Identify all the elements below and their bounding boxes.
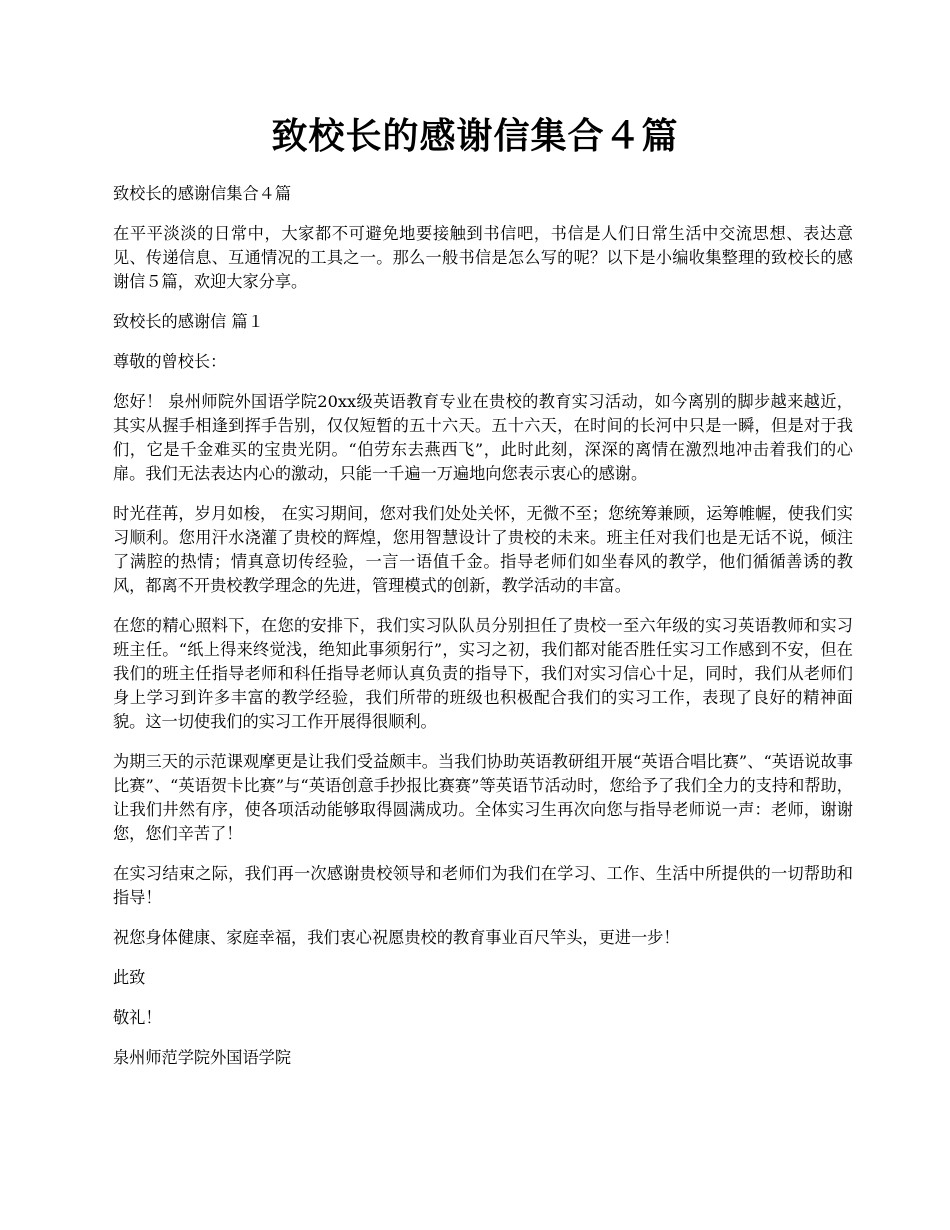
intro-paragraph: 在平平淡淡的日常中，大家都不可避免地要接触到书信吧，书信是人们日常生活中交流思想、表达意见、传递信息、互通情况的工具之一。那么一般书信是怎么写的呢？以下是小编收集整理的致校长的感谢信５篇，欢迎大家分享。: [113, 224, 853, 291]
subtitle-paragraph: 致校长的感谢信集合４篇: [113, 184, 292, 203]
signature: 泉州师范学院外国语学院: [113, 1048, 292, 1067]
body-paragraph: 您好！ 泉州师院外国语学院20xx级英语教育专业在贵校的教育实习活动，如今离别的脚步越来越近，其实从握手相逢到挥手告别，仅仅短暂的五十六天。五十六天，在时间的长河中只是一瞬，但是对于我们，它是千金难买的宝贵光阴。“伯劳东去燕西飞”，此时此刻，深深的离情在激烈地冲击着我们的心扉。我们无法表达内心的激动，只能一千遍一万遍地向您表示衷心的感谢。: [113, 392, 853, 483]
section-heading: 致校长的感谢信 篇１: [113, 312, 264, 331]
body-paragraph: 在实习结束之际，我们再一次感谢贵校领导和老师们为我们在学习、工作、生活中所提供的一切帮助和指导！: [113, 864, 853, 907]
body-paragraph: 时光荏苒，岁月如梭， 在实习期间，您对我们处处关怀，无微不至；您统筹兼顾，运筹帷幄，使我们实习顺利。您用汗水浇灌了贵校的辉煌，您用智慧设计了贵校的未来。班主任对我们也是无话不说，倾注了满腔的热情；情真意切传经验，一言一语值千金。指导老师们如坐春风的教学，他们循循善诱的教风，都离不开贵校教学理念的先进，管理模式的创新，教学活动的丰富。: [113, 504, 853, 595]
wishes-paragraph: 祝您身体健康、家庭幸福，我们衷心祝愿贵校的教育事业百尺竿头，更进一步！: [113, 928, 680, 947]
document-body: [113, 182, 853, 1086]
closing-line: 此致: [113, 968, 146, 987]
document-title: 致校长的感谢信集合４篇: [271, 115, 679, 157]
body-paragraph: 为期三天的示范课观摩更是让我们受益颇丰。当我们协助英语教研组开展“英语合唱比赛”、“英语说故事比赛”、“英语贺卡比赛”与“英语创意手抄报比赛赛”等英语节活动时，您给予了我们全力的支持和帮助，让我们井然有序，使各项活动能够取得圆满成功。全体实习生再次向您与指导老师说一声：老师，谢谢您，您们辛苦了！: [113, 752, 853, 843]
salutation: 尊敬的曾校长：: [113, 352, 227, 371]
closing-salute: 敬礼！: [113, 1008, 162, 1027]
body-paragraph: 在您的精心照料下，在您的安排下，我们实习队队员分别担任了贵校一至六年级的实习英语教师和实习班主任。“纸上得来终觉浅，绝知此事须躬行”，实习之初，我们都对能否胜任实习工作感到不安，但在我们的班主任指导老师和科任指导老师认真负责的指导下，我们对实习信心十足，同时，我们从老师们身上学习到许多丰富的教学经验，我们所带的班级也积极配合我们的实习工作，表现了良好的精神面貌。这一切使我们的实习工作开展得很顺利。: [113, 616, 853, 731]
